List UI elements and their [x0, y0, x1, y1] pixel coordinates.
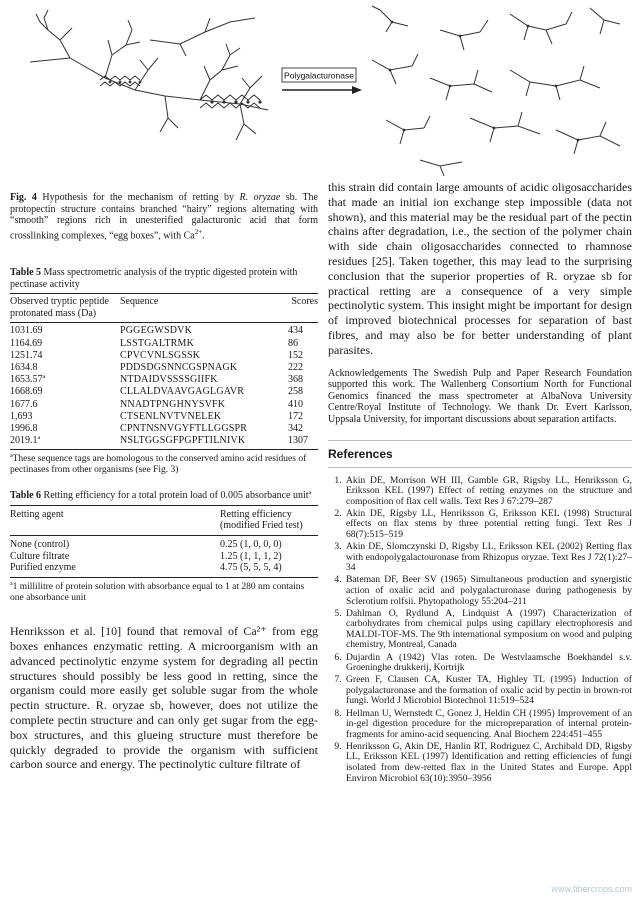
table-5-cell: 172 [288, 410, 303, 422]
list-item: 9. Henriksson G, Akin DE, Hanlin RT, Rodriguez C, Archibald DD, Rigsby LL, Eriksson KEL (1997) Identification and retting efficiencies of fungi isolated from dew-retted flax in the United States and Europe. Appl Environ Microbiol 63(10):3950–3956 [344, 742, 632, 784]
table-6-title-text: Retting efficiency for a total protein load of 0.005 absorbance unitª [41, 490, 312, 502]
table-row [10, 362, 318, 374]
table-5-cell: CPVCVNLSGSSK [120, 349, 201, 361]
table-row [10, 350, 318, 362]
table-5-cell: 1031.69 [10, 325, 43, 337]
table-6-cell: 4.75 (5, 5, 5, 4) [220, 562, 282, 574]
table-row [10, 551, 318, 563]
table-5-title-text: Mass spectrometric analysis of the tryptic digested protein with pectinase activity [10, 267, 298, 290]
table-5-cell: 410 [288, 398, 303, 410]
right-column [328, 180, 632, 786]
table-5-cell: 1996.8 [10, 422, 38, 434]
table-row [10, 562, 318, 574]
table-5-cell: NTDAIDVSSSSGIIFK [120, 374, 218, 386]
table-5-title [10, 267, 318, 290]
table-5-cell: 86 [288, 337, 298, 349]
table-row [10, 399, 318, 411]
table-5-top-rule [10, 293, 318, 294]
table-6-header-agent: Retting agent [10, 508, 64, 520]
figure-4-superscript: 2+ [194, 227, 203, 236]
pectin-retting-diagram [0, 0, 640, 178]
table-5-cell: PDDSDGSNNCGSPNAGK [120, 361, 238, 373]
table-row [10, 325, 318, 337]
table-5-cell: 1634.8 [10, 361, 38, 373]
table-5-cell: 1653.57ª [10, 374, 46, 386]
list-item: 5. Dahlman O, Rydlund A, Lindquist A (1997) Characterization of carbohydrates from chemical pulps using capillary electrophoresis and MALDI-TOF-MS. The 9th international symposium on wood and pulping chemistry, Montreal, Canada [344, 609, 632, 651]
table-6-label: Table 6 [10, 490, 42, 502]
list-item: 4. Bateman DF, Beer SV (1965) Simultaneous production and synergistic action of oxalic acid and polygalacturonase during pathogenesis by Sclerotium rolfsii. Phytopathology 55:204–211 [344, 575, 632, 607]
table-6 [10, 490, 318, 604]
table-5-cell: 1164.69 [10, 337, 43, 349]
table-row [10, 423, 318, 435]
watermark: www.fibercrops.com [551, 884, 632, 894]
table-5 [10, 267, 318, 476]
table-5-cell: 152 [288, 349, 303, 361]
references-heading: References [328, 446, 393, 461]
table-5-header-rule [10, 322, 318, 323]
table-5-header-mass: Observed tryptic peptide protonated mass (Da) [10, 296, 109, 319]
list-item: 1. Akin DE, Morrison WH III, Gamble GR, Rigsby LL, Henriksson G, Eriksson KEL (1997) Effect of retting enzymes on the structure and composition of flax cell walls. Text Res J 67:279–287 [344, 476, 632, 508]
figure-4-caption [10, 192, 318, 241]
table-6-header-efficiency: Retting efficiency (modified Fried test) [220, 508, 303, 532]
figure-4-text-a: Hypothesis for the mechanism of retting by [36, 192, 240, 203]
table-5-cell: 1,693 [10, 410, 33, 422]
table-5-cell: PGGEGWSDVK [120, 325, 192, 337]
table-6-header [10, 509, 318, 532]
figure-4-label: Fig. 4 [10, 192, 37, 203]
list-item: 3. Akin DE, Slomczynski D, Rigsby LL, Eriksson KEL (2002) Retting flax with endopolygalactouronase from Rhizopus oryzae. Text Res J 72(1):27–34 [344, 542, 632, 574]
table-5-label: Table 5 [10, 267, 42, 279]
table-6-footnote: ª1 millilitre of protein solution with absorbance equal to 1 at 280 nm contains one absorbance unit [10, 582, 305, 604]
list-item: 7. Green F, Clausen CA, Kuster TA, Highley TL (1995) Induction of polygalacturonase and the formation of oxalic acid by pectin in brown-rot fungi. World J Microbiol Biotechnol 11:519–524 [344, 675, 632, 707]
figure-4-text-b: sb. The protopectin structure contains branched “hairy” regions alternating with “smooth” regions rich in unesterified galacturonic acid that form crosslinking complexes, “egg boxes”, with Ca [10, 192, 318, 241]
acknowledgements [328, 368, 632, 426]
list-item: 6. Dujardin A (1942) Vlas roten. De Westvlaamsche Boekhandel s.v. Groeninghe drukkerij, Kortrijk [344, 653, 632, 674]
list-item: 8. Hellman U, Wernstedt C, Gonez J, Heldin CH (1995) Improvement of an in-gel digestion procedure for the micropreparation of internal protein-fragments for amino-acid sequencing. Anal Biochem 224:451–455 [344, 709, 632, 741]
table-5-cell: 434 [288, 325, 303, 337]
table-6-bottom-rule [10, 577, 318, 578]
table-5-bottom-rule [10, 449, 318, 450]
right-pectin-fragments [372, 6, 620, 176]
table-5-cell: 1251.74 [10, 349, 43, 361]
table-row [10, 374, 318, 386]
table-5-cell: CLLALDVAAVGAGLGAVR [120, 386, 245, 398]
table-5-header [10, 296, 318, 319]
table-5-header-sequence: Sequence [120, 296, 159, 308]
table-5-cell: 368 [288, 374, 303, 386]
acknowledgements-label: Acknowledgements [328, 367, 408, 379]
references-divider [328, 440, 632, 441]
table-5-cell: 258 [288, 386, 303, 398]
table-5-cell: CPNTNSNVGYFTLLGGSPR [120, 422, 248, 434]
table-6-top-rule [10, 505, 318, 506]
reaction-arrow [282, 68, 362, 94]
right-body-paragraph: this strain did contain large amounts of acidic oligosaccharides that made an initial ion exchange step impossible (data not shown), and this material may be the residual part of the pectin chains after degradation, i.e., the section of the polymer chain with side chain oligosaccharides connected to rhamnose residues [25]. Taken together, this may lead to the surprising conclusion that the superior properties of R. oryzae sb for practical retting are a consequence of a very simple pectinolytic system. This insight might be important for design of improved biotechnical processes for separation of bast fibres, and may also be for better understanding of plant parasites. [328, 180, 632, 357]
table-5-body [10, 325, 318, 447]
left-pectin-chain [30, 58, 268, 110]
table-5-cell: CTSENLNVTVNELEK [120, 410, 222, 422]
table-5-cell: 1668.69 [10, 386, 43, 398]
table-6-cell: None (control) [10, 538, 70, 550]
table-6-title [10, 490, 318, 502]
left-body-paragraph: Henriksson et al. [10] found that removal of Ca²⁺ from egg boxes enhances enzymatic retting. A microorganism with an advanced pectinolytic enzyme system for degrading all pectin structures should possibly be less good in retting, since the organism could more easily get soluble sugar from the whole pectin structure. R. oryzae sb, however, does not utilize the complete pectin structure and can only get sugar from the egg-box structures, and this glueing structure must therefore be quickly degraded to provide the organism with sufficient carbon source and energy. The pectinolytic culture filtrate of [10, 624, 318, 772]
left-column [10, 180, 318, 772]
table-5-cell: 1677.6 [10, 398, 38, 410]
table-row [10, 539, 318, 551]
table-5-cell: 342 [288, 422, 303, 434]
references-list [328, 476, 632, 785]
table-5-cell: LSSTGALTRMK [120, 337, 195, 349]
list-item: 2. Akin DE, Rigsby LL, Henriksson G, Eriksson KEL (1998) Structural effects on flax stems by three potential retting fungi. Text Res J 68(7):515–519 [344, 509, 632, 541]
table-row [10, 386, 318, 398]
table-6-cell: 0.25 (1, 0, 0, 0) [220, 538, 282, 550]
arrow-label: Polygalacturonase [284, 70, 354, 81]
table-row [10, 338, 318, 350]
table-6-cell: Purified enzyme [10, 562, 76, 574]
table-6-body [10, 539, 318, 574]
table-row [10, 411, 318, 423]
table-row [10, 435, 318, 447]
table-5-cell: NNADTPNGHNYSVFK [120, 398, 226, 410]
table-5-cell: 1307 [288, 435, 308, 447]
table-6-cell: 1.25 (1, 1, 1, 2) [220, 550, 282, 562]
acknowledgements-text: The Swedish Pulp and Paper Research Foundation supported this work. The Wallenberg Consortium North for Functional Genomics financed the mass spectrometer at AlbaNova University Centre/Royal Institute of Technology. We thank Dr. Evert Karlsson, Uppsala University, for important discussions about separation artifacts. [328, 367, 632, 425]
figure-4-end: . [202, 229, 205, 241]
table-6-header-rule [10, 535, 318, 536]
table-5-cell: 222 [288, 361, 303, 373]
egg-box-zigzag [200, 95, 260, 100]
table-5-header-scores: Scores [291, 296, 318, 308]
table-6-cell: Culture filtrate [10, 550, 70, 562]
references-heading-rule [328, 467, 632, 468]
table-5-cell: 2019.1ª [10, 435, 41, 447]
table-5-cell: NSLTGGSGFPGPFTILNIVK [120, 435, 246, 447]
figure-4-species: R. oryzae [239, 192, 281, 203]
table-5-footnote: ªThese sequence tags are homologous to the conserved amino acid residues of pectinases from other organisms (see Fig. 3) [10, 454, 307, 476]
